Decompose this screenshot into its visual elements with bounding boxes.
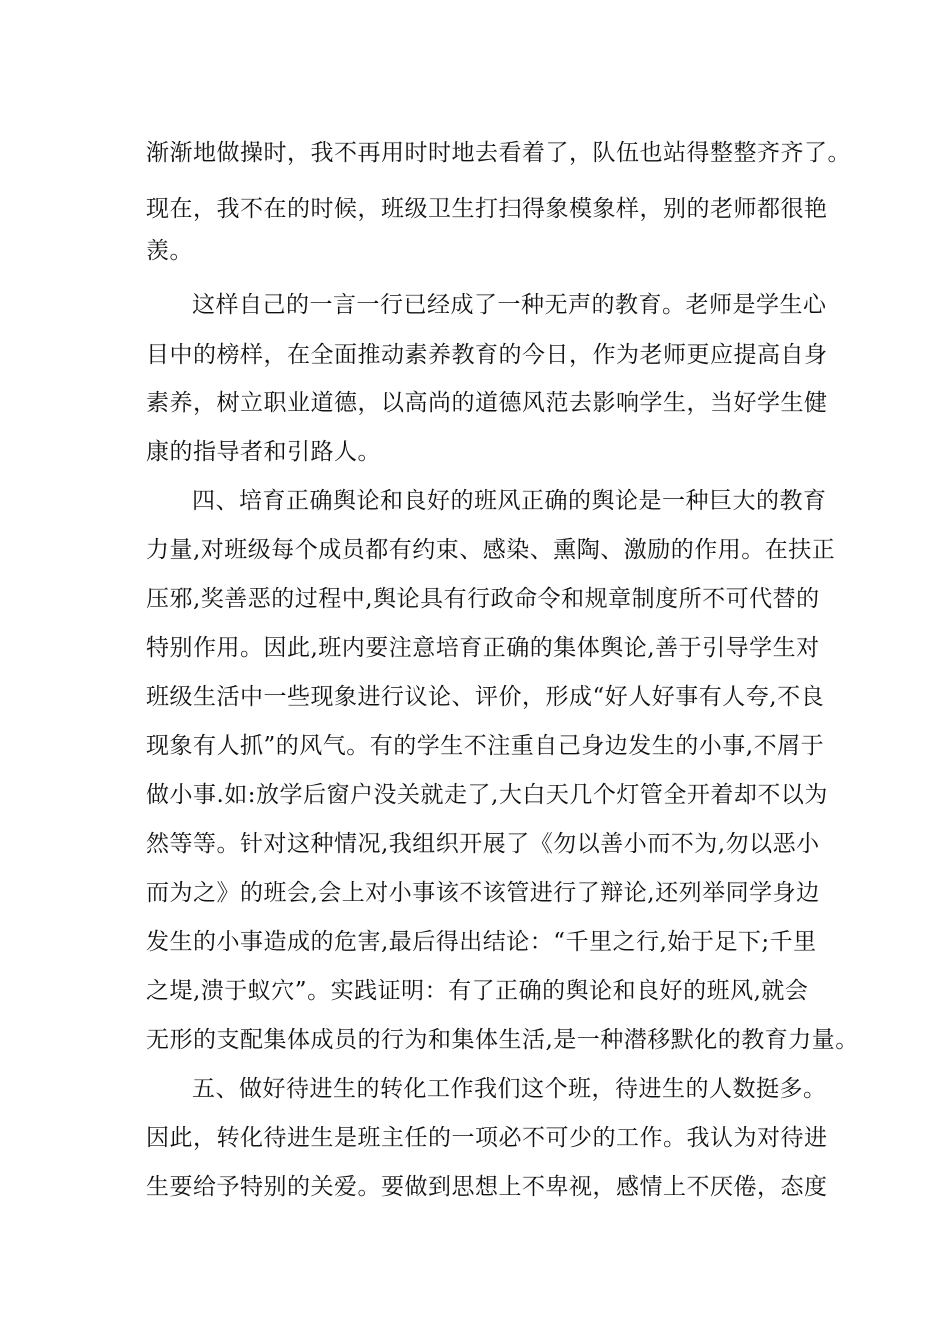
text-line: 特别作用。因此,班内要注意培育正确的集体舆论,善于引导学生对 xyxy=(146,635,820,661)
text-line: 因此，转化待进生是班主任的一项必不可少的工作。我认为对待进 xyxy=(146,1125,828,1151)
paragraph-first-line: 这样自己的一言一行已经成了一种无声的教育。老师是学生心 xyxy=(192,292,827,318)
section-five-heading-line: 五、做好待进生的转化工作我们这个班，待进生的人数挺多。 xyxy=(192,1076,827,1102)
text-line: 目中的榜样，在全面推动素养教育的今日，作为老师更应提高自身 xyxy=(146,342,828,368)
text-line: 素养，树立职业道德，以高尚的道德风范去影响学生，当好学生健 xyxy=(146,390,828,416)
text-line: 现在，我不在的时候，班级卫生打扫得象模象样，别的老师都很艳 xyxy=(146,196,828,222)
text-line: 无形的支配集体成员的行为和集体生活,是一种潜移默化的教育力量。 xyxy=(146,1027,859,1053)
text-line: 班级生活中一些现象进行议论、评价，形成“好人好事有人夸,不良 xyxy=(146,684,825,710)
text-line: 康的指导者和引路人。 xyxy=(146,439,381,465)
text-line: 渐渐地做操时，我不再用时时地去看着了，队伍也站得整整齐齐了。 xyxy=(146,140,851,166)
text-line: 羡。 xyxy=(146,238,193,264)
text-line: 发生的小事造成的危害,最后得出结论：“千里之行,始于足下;千里 xyxy=(146,929,817,955)
text-line: 之堤,溃于蚁穴”。实践证明：有了正确的舆论和良好的班风,就会 xyxy=(146,978,809,1004)
text-line: 然等等。针对这种情况,我组织开展了《勿以善小而不为,勿以恶小 xyxy=(146,831,820,857)
text-line: 现象有人抓”的风气。有的学生不注重自己身边发生的小事,不屑于 xyxy=(146,733,825,759)
section-four-heading-line: 四、培育正确舆论和良好的班风正确的舆论是一种巨大的教育 xyxy=(192,488,827,514)
text-line: 力量,对班级每个成员都有约束、感染、熏陶、激励的作用。在扶正 xyxy=(146,537,836,563)
text-line: 压邪,奖善恶的过程中,舆论具有行政命令和规章制度所不可代替的 xyxy=(146,586,820,612)
text-line: 而为之》的班会,会上对小事该不该管进行了辩论,还列举同学身边 xyxy=(146,880,820,906)
text-line: 生要给予特别的关爱。要做到思想上不卑视，感情上不厌倦，态度 xyxy=(146,1174,828,1200)
text-line: 做小事.如:放学后窗户没关就走了,大白天几个灯管全开着却不以为 xyxy=(146,782,828,808)
